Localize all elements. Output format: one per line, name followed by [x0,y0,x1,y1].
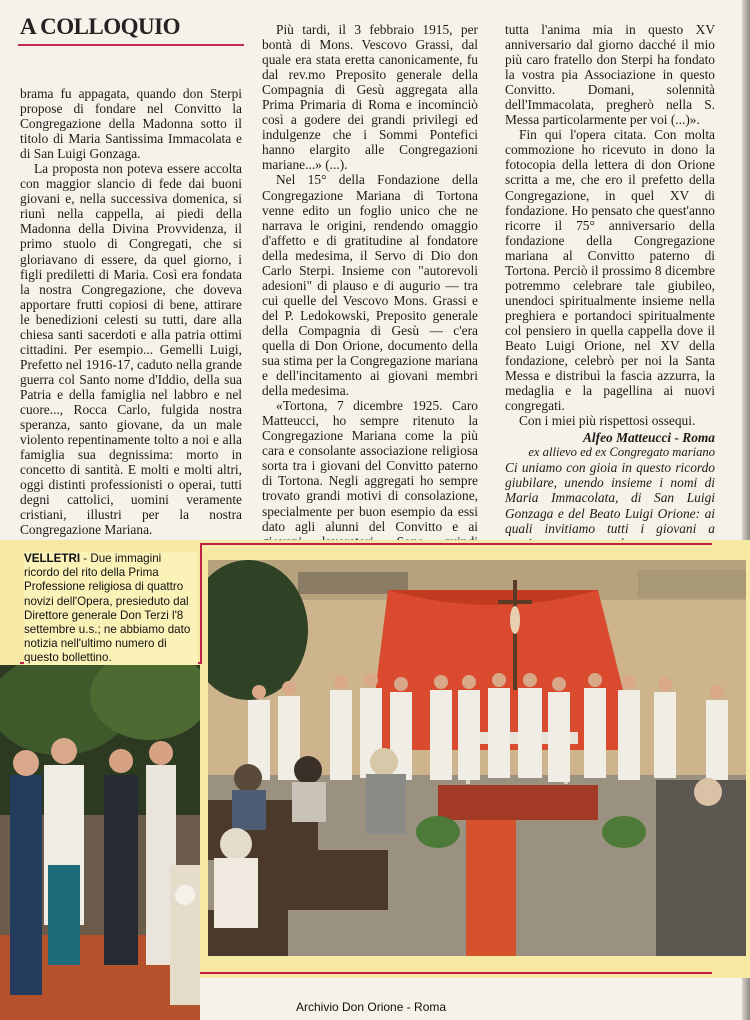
signature-role: ex allievo ed ex Congregato mariano [528,445,715,460]
closing-note: Ci uniamo con gioia in questo ricordo giubilare, unendo insieme i nomi di Maria Immacolata, di San Luigi Gonzaga e del Beato Luigi Orione: ai quali invitiamo tutti i giovani a [505,460,715,536]
frame-border-left [200,543,202,663]
paragraph: Con i miei più rispettosi ossequi. [519,413,696,429]
frame-border-bottom [200,972,712,974]
paragraph: brama fu appagata, quando don Sterpi propose di fondare nel Convitto la Congregazione della Madonna sotto il titolo di Maria Santissima Immacolata e di San Luigi Gonzaga. [20,86,242,162]
paragraph: tutta l'anima mia in questo XV anniversario dal giorno dacché il mio più caro fratello don Sterpi ha fondato la vostra pia Associazione in questo Convitto. Domani, solennità dell'Immacolata, pregherò nella S. Messa particolarmente per voi (...)». [505,22,715,128]
paragraph: Più tardi, il 3 febbraio 1915, per bontà di Mons. Vescovo Grassi, dal quale era stata eretta canonicamente, fu dal rev.mo Preposito generale della Compagnia di Gesù aggregata alla Prima Primaria di Roma e incominciò così a godere dei grandi privilegi ed indulgenze che i Sommi Pontefici hanno elargito alle Congregazioni mariane...» (...). [262,22,478,173]
paragraph: La proposta non poteva essere accolta con maggior slancio di fede dai buoni giovani e, nella successiva domenica, si riunì nella cappella, ai piedi della Madonna della Divina Provvidenza, il primo stuolo di Congregati, che si gloriavano di essere, da quel giorno, i figli prediletti di Maria. Così era fondata la nostra Congregazione, che doveva apportare frutti copiosi di bene, attirare le benedizioni celesti su tutti, dare alla chiesa santi sacerdoti e alla patria ottimi cittadini. Per esempio... Gemelli Luigi, Prefetto nel 1916-17, caduto nella grande guerra col Santo nome d'Iddio, della sua Patria e della famiglia nel labbro e nel cuore..., Rocca Carlo, fulgida nostra speranza, santo giovane, da un male violento repentinamente tolto a noi e alla famiglia sua degnissima: morto in concetto di santità. E molti e molti altri, oggi distinti professionisti o operai, tutti degni cattolici, uomini veramente cristiani, illustri per la nostra Congregazione Mariana. [20,161,242,538]
frame-border-top [200,543,712,545]
section-title: A COLLOQUIO [20,14,181,39]
caption-place: VELLETRI [24,552,81,565]
text-column-2 [262,22,478,564]
title-rule [18,44,244,46]
photo-profession-rite-chapel [208,560,746,956]
text-column-1 [20,86,242,537]
paragraph: Nel 15° della Fondazione della Congregazione Mariana di Tortona venne edito un foglio unico che ne narrava le origini, rendendo omaggio d'affetto e di gratitudine al fondatore della medesima, il Servo di Dio don Carlo Sterpi. Insieme con "autorevoli adesioni" di plauso e di augurio — tra cui quelle del Vescovo Mons. Grassi e del P. Ledokowski, Preposito generale della Compagnia di Gesù — c'era quella di Don Orione, documento della sua stima per la Congregazione mariana e dell'incitamento ai giovani membri della medesima. [262,172,478,399]
paragraph: «Tortona, 7 dicembre 1925. Caro Matteucci, ho sempre ritenuto la Congregazione Mariana come la più cara e consolante associazione religiosa sorta tra i giovani del Convitto paterno di Tortona. Negli aggregati ho sempre trovato grandi motivi di consolazione, specialmente per buon esempio da essi dato agli alunni del Convitto e ai [262,398,478,534]
photo-profession-rite-left [0,665,200,1020]
paragraph: Fin qui l'opera citata. Con molta commozione ho ricevuto in dono la fotocopia della lettera di don Orione scritta a me, che ero il prefetto della Congregazione, in quel XV di fondazione. Ho pensato che quest'anno ricorre il 75° anniversario della fondazione della Congregazione mariana al Convitto paterno di Tortona. Perciò il prossimo 8 dicembre potremmo celebrare tale giubileo, unendoci spiritualmente insieme nella preghiera e portandoci spiritualmente col pensiero in quella cappella dove il Beato Luigi Orione, nel XV della fondazione, celebrò per noi la Santa Messa e distribuì la fascia azzurra, la medaglia e la pagellina ai nuovi congregati. [505,127,715,414]
signature-name: Alfeo Matteucci - Roma [582,430,715,446]
photo-caption [24,552,198,666]
caption-text: - Due immagini ricordo del rito della Prima Professione religiosa di quattro novizi dell'Opera, presieduto dal Direttore generale Don Terzi l'8 settembre u.s.; ne abbiamo dato notizia nell'ultimo numero di questo bollettino. [24,552,191,665]
archive-credit: Archivio Don Orione - Roma [296,1000,447,1014]
text-column-3 [505,22,715,566]
